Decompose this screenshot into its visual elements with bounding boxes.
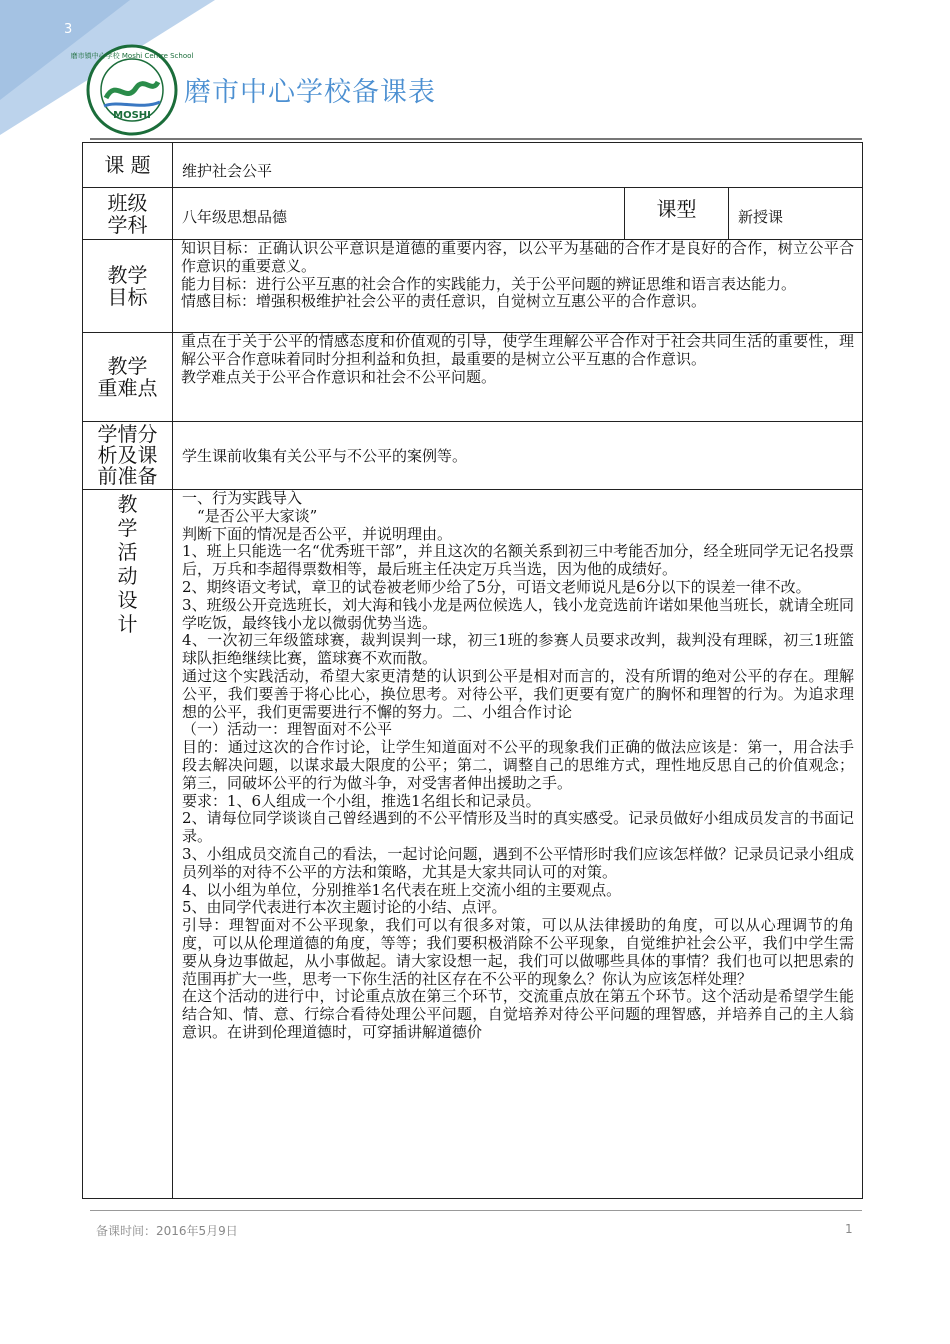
activity-line: 判断下面的情况是否公平，并说明理由。 [182,524,453,543]
footer-page-number: 1 [845,1222,853,1236]
activity-line: 2、期终语文考试，章卫的试卷被老师少给了5分，可语文老师说凡是6分以下的误差一律不改。 [182,577,811,596]
activity-label: 教 学 活 动 设 计 [83,490,173,1199]
activity-line: 在这个活动的进行中，讨论重点放在第三个环节，交流重点放在第五个环节。这个活动是希望学生能结合知、情、意、行综合看待处理公平问题，自觉培养对待公平问题的理智感，并培养自己的主人翁意识。在讲到伦理道德时，可穿插讲解道德价 [182,987,855,1041]
school-title: 磨市中心学校备课表 [184,77,436,108]
row-preparation [83,422,863,490]
activity-line: 3、小组成员交流自己的看法，一起讨论问题，遇到不公平情形时我们应该怎样做？记录员记录小组成员列举的对待不公平的方法和策略，尤其是大家共同认可的对策。 [182,844,855,881]
svg-text:磨市镇中心学校 Moshi Centre School: 磨市镇中心学校 Moshi Centre School [70,52,194,60]
row-activity [83,490,863,1199]
class-subject-label: 班级 学科 [83,188,173,240]
goals-value [173,240,863,333]
class-subject-value: 八年级思想品德 [173,188,625,240]
row-goals [83,240,863,333]
keypoints-value [173,333,863,422]
keypoint-focus: 重点在于关于公平的情感态度和价值观的引导，使学生理解公平合作对于社会共同生活的重要性，理解公平合作意味着同时分担利益和负担，最重要的是树立公平互惠的合作意识。 [181,332,855,368]
header-rule [90,138,862,140]
row-topic [83,143,863,188]
activity-value [173,490,863,1199]
goal-knowledge: 知识目标：正确认识公平意识是道德的重要内容，以公平为基础的合作才是良好的合作，树立公平合作意识的重要意义。 [181,239,855,275]
activity-line: 引导：理智面对不公平现象，我们可以有很多对策，可以从法律援助的角度，可以从心理调节的角度，可以从伦理道德的角度，等等；我们要积极消除不公平现象，自觉维护社会公平，我们中学生需要从身边事做起，从小事做起。请大家设想一起，我们可以做哪些具体的事情？我们也可以把思索的范围再扩大一些，思考一下你生活的社区存在不公平的现象么？你认为应该怎样处理？ [182,916,855,988]
topic-label: 课 题 [83,143,173,188]
page-number: 3 [64,22,73,37]
activity-line: 3、班级公开竞选班长，刘大海和钱小龙是两位候选人，钱小龙竞选前许诺如果他当班长，就请全班同学吃饭，最终钱小龙以微弱优势当选。 [182,595,855,632]
preparation-value: 学生课前收集有关公平与不公平的案例等。 [173,422,863,490]
school-logo [70,44,194,136]
keypoints-label: 教学 重难点 [83,333,173,422]
footer-rule [90,1210,862,1211]
footer-date: 备课时间：2016年5月9日 [96,1224,238,1238]
activity-line: 一、行为实践导入 [182,489,303,507]
activity-line: （一）活动一：理智面对不公平 [182,720,393,739]
preparation-label: 学情分 析及课 前准备 [83,422,173,490]
topic-value: 维护社会公平 [173,143,863,188]
activity-line: 5、由同学代表进行本次主题讨论的小结、点评。 [182,898,507,917]
lesson-type-label: 课型 [625,188,729,240]
activity-line: “是否公平大家谈” [182,506,318,525]
goal-ability: 能力目标：进行公平互惠的社会合作的实践能力，关于公平问题的辨证思维和语言表达能力。 [181,274,797,293]
lesson-type-value: 新授课 [729,188,863,240]
activity-line: 1、班上只能选一名“优秀班干部”，并且这次的名额关系到初三中考能否加分，经全班同学无记名投票后，万兵和李超得票数相等，最后班主任决定万兵当选，因为他的成绩好。 [182,542,855,579]
row-keypoints [83,333,863,422]
activity-line: 4、一次初三年级篮球赛，裁判误判一球，初三1班的参赛人员要求改判，裁判没有理睬，初三1班篮球队拒绝继续比赛，篮球赛不欢而散。 [182,631,855,668]
activity-line: 目的：通过这次的合作讨论，让学生知道面对不公平的现象我们正确的做法应该是：第一，用合法手段去解决问题，以谋求最大限度的公平；第二，调整自己的思维方式，理性地反思自己的价值观念；第三，同破坏公平的行为做斗争，对受害者伸出援助之手。 [182,738,855,792]
row-class-subject [83,188,863,240]
activity-line: 通过这个实践活动，希望大家更清楚的认识到公平是相对而言的，没有所谓的绝对公平的存在。理解公平，我们要善于将心比心，换位思考。对待公平，我们更要有宽广的胸怀和理智的行为。为追求理想的公平，我们更需要进行不懈的努力。二、小组合作讨论 [182,666,855,721]
svg-text:MOSHI: MOSHI [113,110,151,121]
goals-label: 教学 目标 [83,240,173,333]
lesson-plan-table [82,142,863,1199]
goal-emotion: 情感目标：增强积极维护社会公平的责任意识，自觉树立互惠公平的合作意识。 [181,292,707,311]
activity-line: 要求：1、6人组成一个小组，推选1名组长和记录员。 [182,791,541,810]
keypoint-difficulty: 教学难点关于公平合作意识和社会不公平问题。 [181,367,497,386]
activity-line: 2、请每位同学谈谈自己曾经遇到的不公平情形及当时的真实感受。记录员做好小组成员发言的书面记录。 [182,809,855,846]
activity-line: 4、以小组为单位，分别推举1名代表在班上交流小组的主要观点。 [182,880,622,899]
